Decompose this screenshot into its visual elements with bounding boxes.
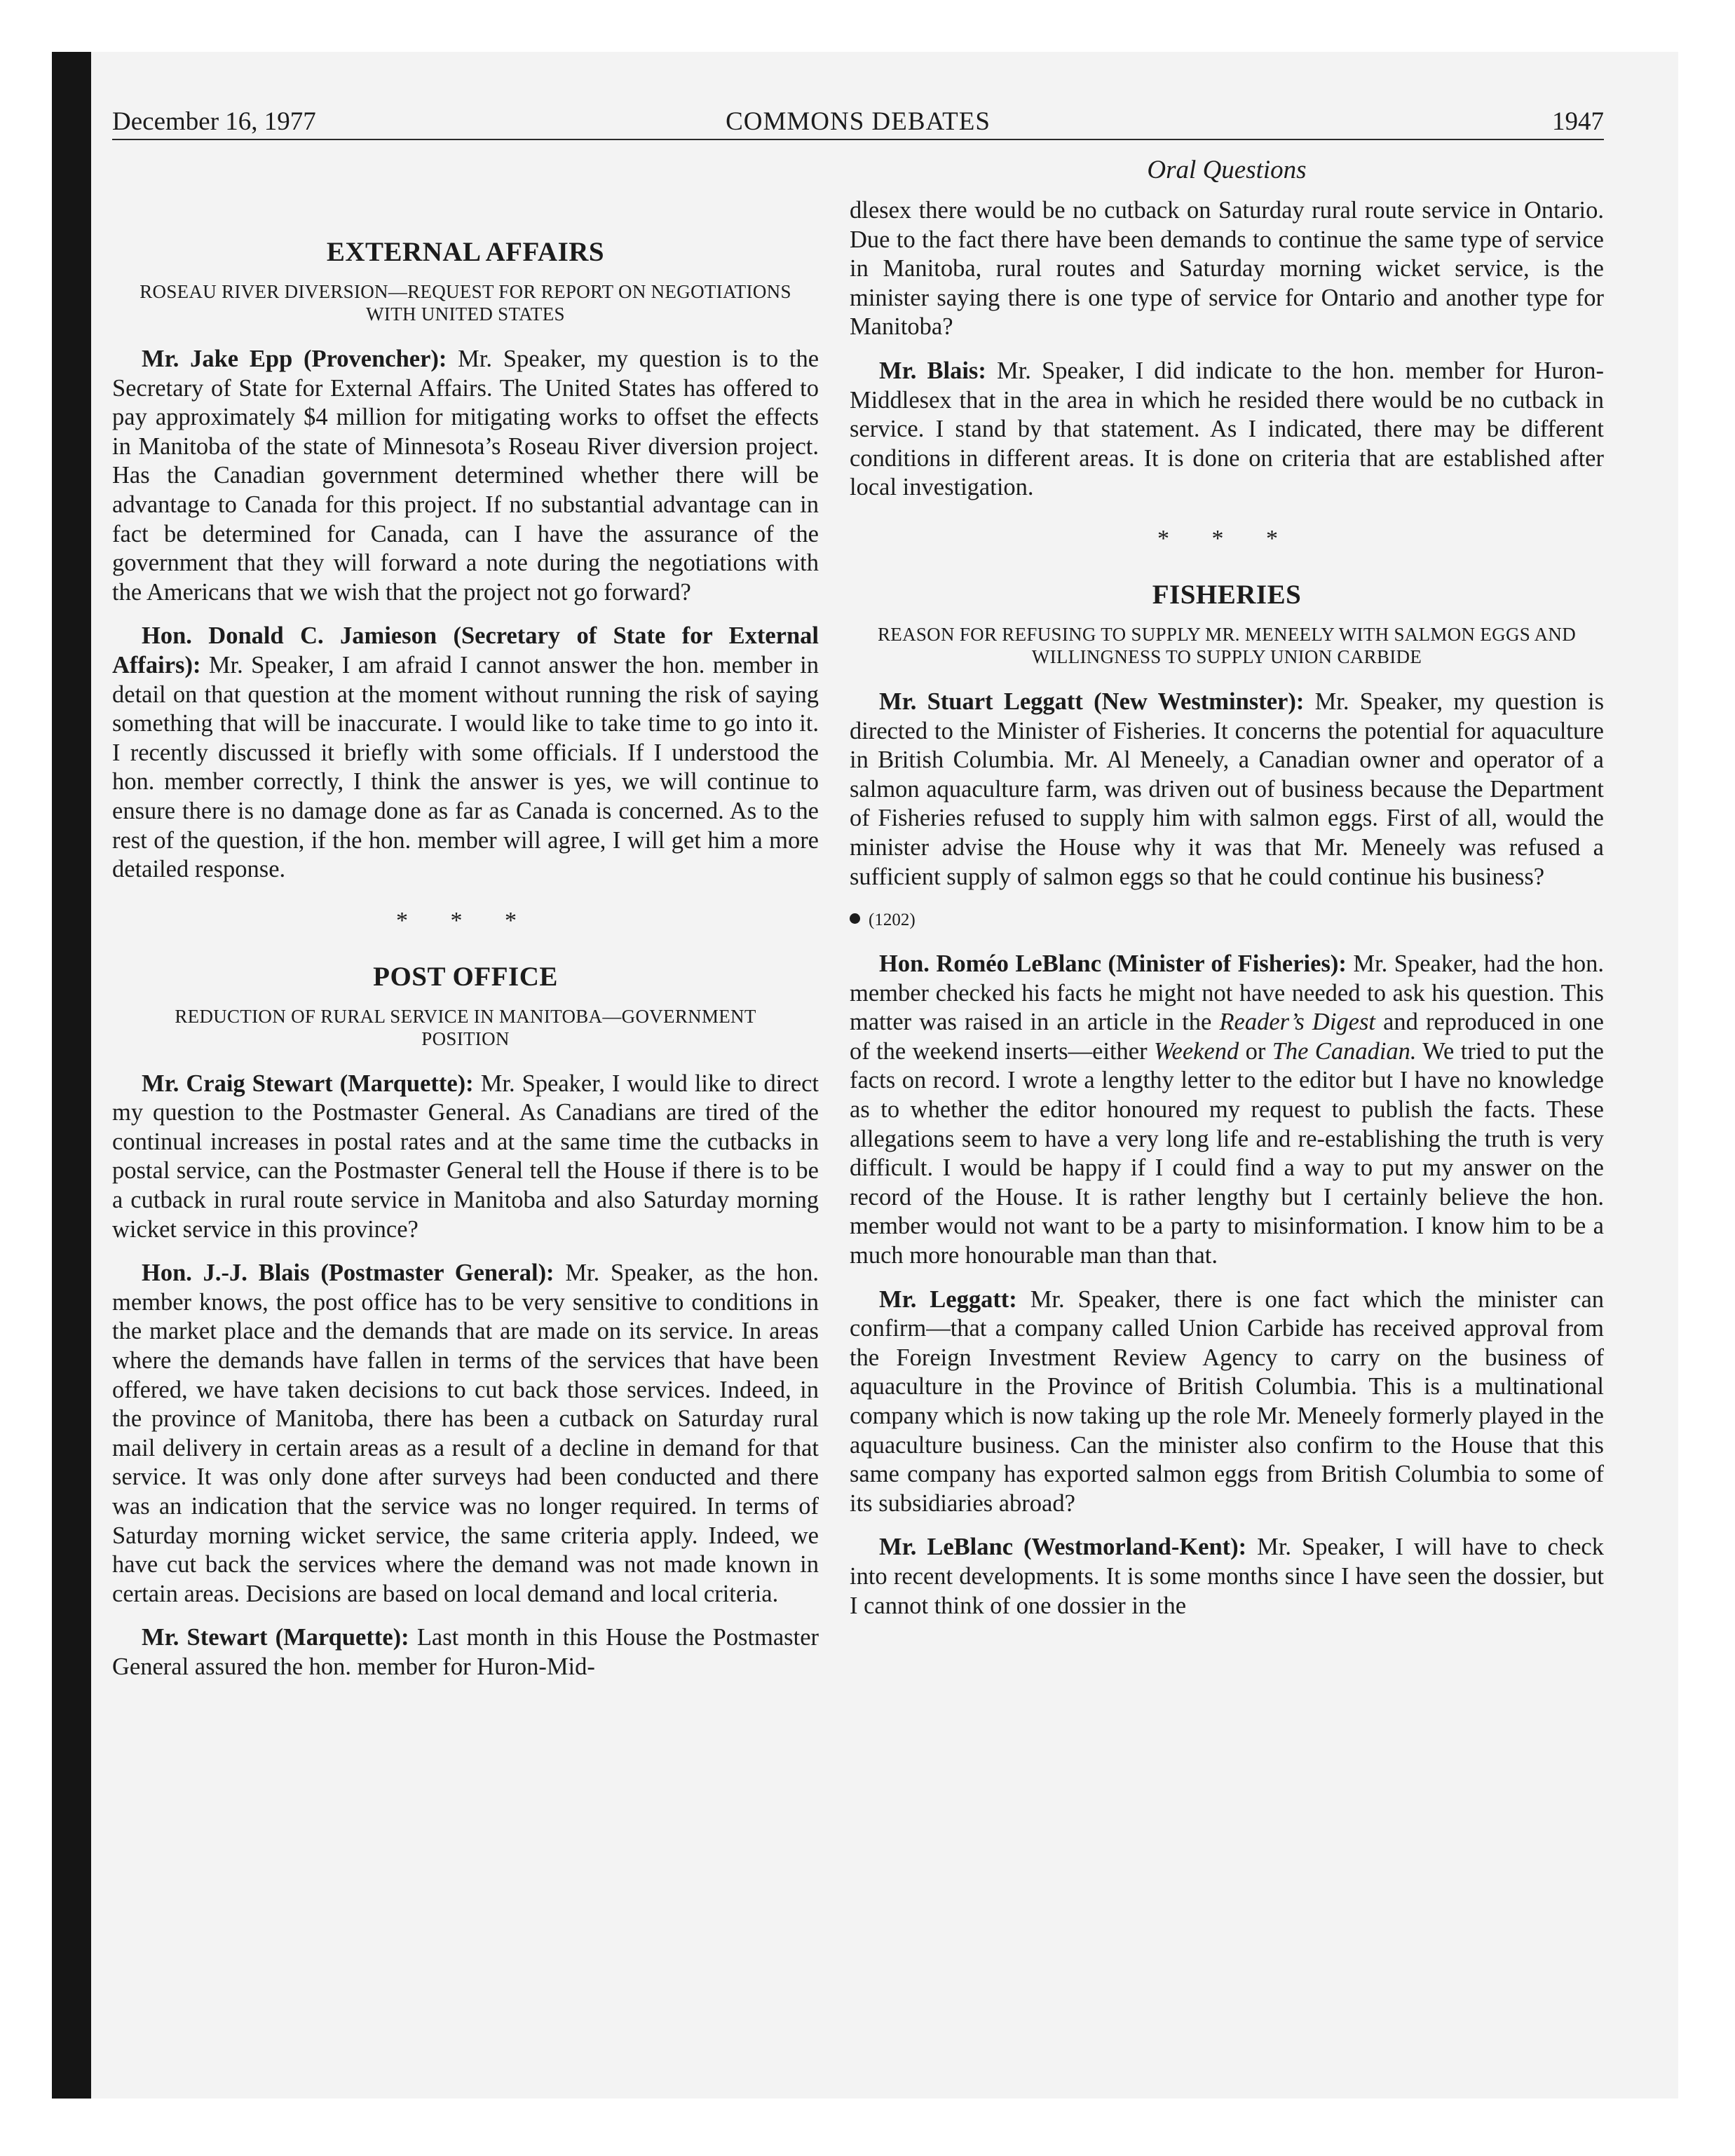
speaker-name: Hon. Roméo LeBlanc (Minister of Fisheries): <box>879 950 1347 978</box>
section-heading-post-office: POST OFFICE <box>373 961 558 992</box>
binding-edge <box>52 52 91 2099</box>
speaker-name: Mr. Stuart Leggatt (New Westminster): <box>879 688 1305 715</box>
speaker-name: Hon. Donald C. Jamieson (Secretary of State for External Affairs): <box>112 622 819 678</box>
section-heading-external-affairs: EXTERNAL AFFAIRS <box>326 237 605 267</box>
publication-title: Reader’s Digest <box>1219 1009 1375 1036</box>
bullet-icon <box>850 913 860 924</box>
header-title: COMMONS DEBATES <box>726 107 991 136</box>
speaker-name: Hon. J.-J. Blais (Postmaster General): <box>142 1260 554 1287</box>
speech-text: Last month in this House the Postmaster General assured the hon. member for Huron-Mid- <box>112 1624 819 1680</box>
publication-title: The Canadian. <box>1272 1037 1417 1065</box>
page-header <box>112 108 1604 136</box>
speaker-name: Mr. Leggatt: <box>879 1285 1017 1313</box>
speech-jamieson <box>112 622 819 884</box>
section-heading-fisheries: FISHERIES <box>1152 579 1302 610</box>
speech-text: Mr. Speaker, I would like to direct my question to the Postmaster General. As Canadians are tired of the continual increases in postal rates and at the same time the cutbacks in postal service, can the Postmaster General tell the House if there is to be a cutback in rural route service in Manitoba and also Saturday morning wicket service in this province? <box>112 1070 819 1243</box>
speech-text: Mr. Speaker, I did indicate to the hon. member for Huron-Middlesex that in the area in which he resided there would be no cutback in service. I stand by that statement. As I indicated, there may be different conditions in different areas. It is done on criteria that are established after local investigation. <box>850 357 1604 501</box>
speech-text: Mr. Speaker, there is one fact which the minister can confirm—that a company called Union Carbide has received approval from the Foreign Investment Review Agency to carry on the business of aquaculture in the Province of British Columbia. This is a multinational company which is now taking up the role Mr. Meneely formerly played in the aquaculture business. Can the minister also confirm to the House that this same company has exported salmon eggs from British Columbia to some of its subsidiaries abroad? <box>850 1285 1605 1517</box>
section-separator: * * * <box>396 907 535 934</box>
speech-leblanc <box>850 950 1604 1271</box>
speaker-name: Mr. Jake Epp (Provencher): <box>142 346 447 372</box>
speaker-name: Mr. Craig Stewart (Marquette): <box>142 1070 474 1097</box>
page-number: 1947 <box>1552 107 1604 136</box>
time-marker-text: (1202) <box>869 910 916 930</box>
speech-leggatt-followup <box>850 1285 1604 1519</box>
speech-epp <box>112 345 819 607</box>
speech-text: Mr. Speaker, I will have to check into recent developments. It is some months since I have seen the dossier, but I cannot think of one dossier in the <box>850 1534 1605 1619</box>
header-rule <box>112 139 1604 140</box>
speaker-name: Mr. Blais: <box>879 357 986 384</box>
speech-text: and reproduced in one of the weekend inserts—either <box>850 1009 1604 1065</box>
speech-text: Mr. Speaker, my question is directed to the Minister of Fisheries. It concerns the potential for aquaculture in British Columbia. Mr. Al Meneely, a Canadian owner and operator of a salmon aquaculture farm, was driven out of business because the Department of Fisheries refused to supply him with salmon eggs. First of all, would the minister advise the House why it was that Mr. Meneely was refused a sufficient supply of salmon eggs so that he could continue his business? <box>850 688 1605 890</box>
speech-leggatt <box>850 688 1604 892</box>
section-subheading-salmon-eggs: REASON FOR REFUSING TO SUPPLY MR. MENEELY WITH SALMON EGGS AND WILLINGNESS TO SUPPLY UNION CARBIDE <box>877 623 1577 667</box>
speech-stewart <box>112 1070 819 1245</box>
time-marker <box>850 906 1604 934</box>
speech-text: Mr. Speaker, my question is to the Secretary of State for External Affairs. The United States has offered to pay approximately $4 million for mitigating works to offset the effects in Manitoba of the state of Minnesota’s Roseau River diversion project. Has the Canadian government determined whether there will be advantage to Canada for this project. If no substantial advantage can in fact be determined for Canada, can I have the assurance of the government that they will forward a note during the negotiations with the Americans that we wish that the project not go forward? <box>112 346 819 606</box>
speech-text: Mr. Speaker, as the hon. member knows, the post office has to be very sensitive to conditions in the market place and the demands that are made on its service. In areas where the demands have fallen in terms of the services that have been offered, we have taken decisions to cut back those services. Indeed, in the province of Manitoba, there has been a cutback on Saturday rural mail delivery in certain areas as a result of a decline in demand for that service. It was only done after surveys had been conducted and there was an indication that the service was no longer required. In terms of Saturday morning wicket service, the same criteria apply. Indeed, we have cut back the services where the demand was not made known in certain areas. Decisions are based on local demand and local criteria. <box>112 1260 819 1607</box>
speech-leblanc-followup <box>850 1533 1604 1621</box>
header-date: December 16, 1977 <box>112 107 316 136</box>
left-column <box>112 178 819 1697</box>
speech-stewart-followup <box>112 1623 819 1681</box>
speech-blais <box>112 1259 819 1609</box>
speech-text: or <box>1245 1037 1266 1065</box>
speaker-name: Mr. Stewart (Marquette): <box>142 1624 409 1651</box>
speech-text: We tried to put the facts on record. I wrote a lengthy letter to the editor but I have no knowledge as to whether the editor honoured my request to publish the facts. These allegations seem to have a very long life and re-establishing the truth is very difficult. I would be happy if I could find a way to put my answer on the record of the House. It is rather lengthy but I certainly believe the hon. member would not want to be a party to misinformation. I know him to be a much more honourable man than that. <box>850 1037 1604 1269</box>
right-column <box>850 196 1604 1635</box>
running-head: Oral Questions <box>1147 156 1307 184</box>
section-subheading-roseau-river: ROSEAU RIVER DIVERSION—REQUEST FOR REPORT ON NEGOTIATIONS WITH UNITED STATES <box>140 281 791 325</box>
speech-text: Mr. Speaker, had the hon. member checked his facts he might not have needed to ask his question. This matter was raised in an article in the <box>850 950 1604 1036</box>
section-subheading-rural-service: REDUCTION OF RURAL SERVICE IN MANITOBA—GOVERNMENT POSITION <box>175 1005 756 1049</box>
speaker-name: Mr. LeBlanc (Westmorland-Kent): <box>879 1534 1247 1561</box>
section-separator: * * * <box>1157 525 1296 552</box>
publication-title: Weekend <box>1153 1037 1239 1065</box>
speech-continuation: dlesex there would be no cutback on Saturday rural route service in Ontario. Due to the fact there have been demands to continue the same type of service in Manitoba, rural routes and Saturday morning wicket service, is the minister saying there is one type of service for Ontario and another type for Manitoba? <box>850 197 1604 341</box>
speech-text: Mr. Speaker, I am afraid I cannot answer the hon. member in detail on that question at the moment without running the risk of saying something that will be inaccurate. I would like to take time to go into it. I recently discussed it briefly with some officials. If I understood the hon. member correctly, I think the answer is yes, we will continue to ensure there is no damage done as far as Canada is concerned. As to the rest of the question, if the hon. member will agree, I will get him a more detailed response. <box>112 651 819 883</box>
speech-blais-reply <box>850 357 1604 503</box>
